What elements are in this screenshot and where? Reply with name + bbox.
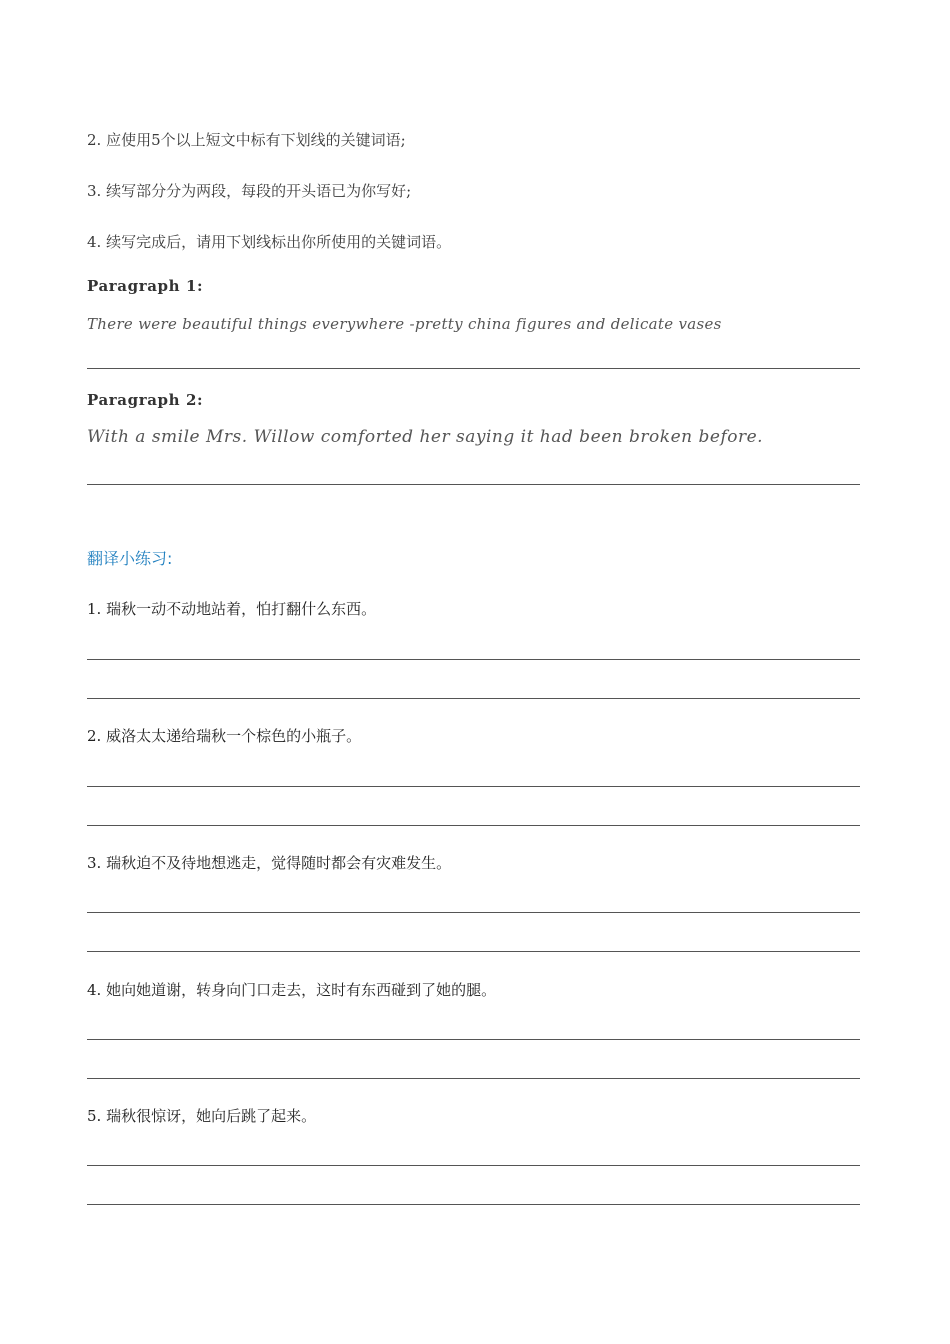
translation-item-1: 1. 瑞秋一动不动地站着，怕打翻什么东西。 <box>87 600 377 618</box>
translation-title: 翻译小练习: <box>87 549 173 568</box>
answer-line[interactable] <box>87 659 860 660</box>
paragraph-1-label: Paragraph 1: <box>87 277 204 295</box>
paragraph-1-opening: There were beautiful things everywhere -pretty china figures and delicate vases <box>87 315 722 333</box>
answer-line[interactable] <box>87 912 860 913</box>
paragraph-1-answer-line[interactable] <box>87 368 860 369</box>
translation-item-2: 2. 威洛太太递给瑞秋一个棕色的小瓶子。 <box>87 727 362 745</box>
requirement-4: 4. 续写完成后，请用下划线标出你所使用的关键词语。 <box>87 233 452 251</box>
answer-line[interactable] <box>87 1165 860 1166</box>
answer-line[interactable] <box>87 698 860 699</box>
answer-line[interactable] <box>87 825 860 826</box>
translation-item-5: 5. 瑞秋很惊讶，她向后跳了起来。 <box>87 1107 317 1125</box>
answer-line[interactable] <box>87 786 860 787</box>
paragraph-2-opening: With a smile Mrs. Willow comforted her saying it had been broken before. <box>87 427 764 447</box>
translation-item-4: 4. 她向她道谢，转身向门口走去，这时有东西碰到了她的腿。 <box>87 981 497 999</box>
paragraph-2-label: Paragraph 2: <box>87 391 204 409</box>
answer-line[interactable] <box>87 1039 860 1040</box>
answer-line[interactable] <box>87 1204 860 1205</box>
answer-line[interactable] <box>87 1078 860 1079</box>
paragraph-2-answer-line[interactable] <box>87 484 860 485</box>
answer-line[interactable] <box>87 951 860 952</box>
requirement-2: 2. 应使用5个以上短文中标有下划线的关键词语; <box>87 131 406 149</box>
requirement-3: 3. 续写部分分为两段，每段的开头语已为你写好; <box>87 182 412 200</box>
translation-item-3: 3. 瑞秋迫不及待地想逃走，觉得随时都会有灾难发生。 <box>87 854 452 872</box>
